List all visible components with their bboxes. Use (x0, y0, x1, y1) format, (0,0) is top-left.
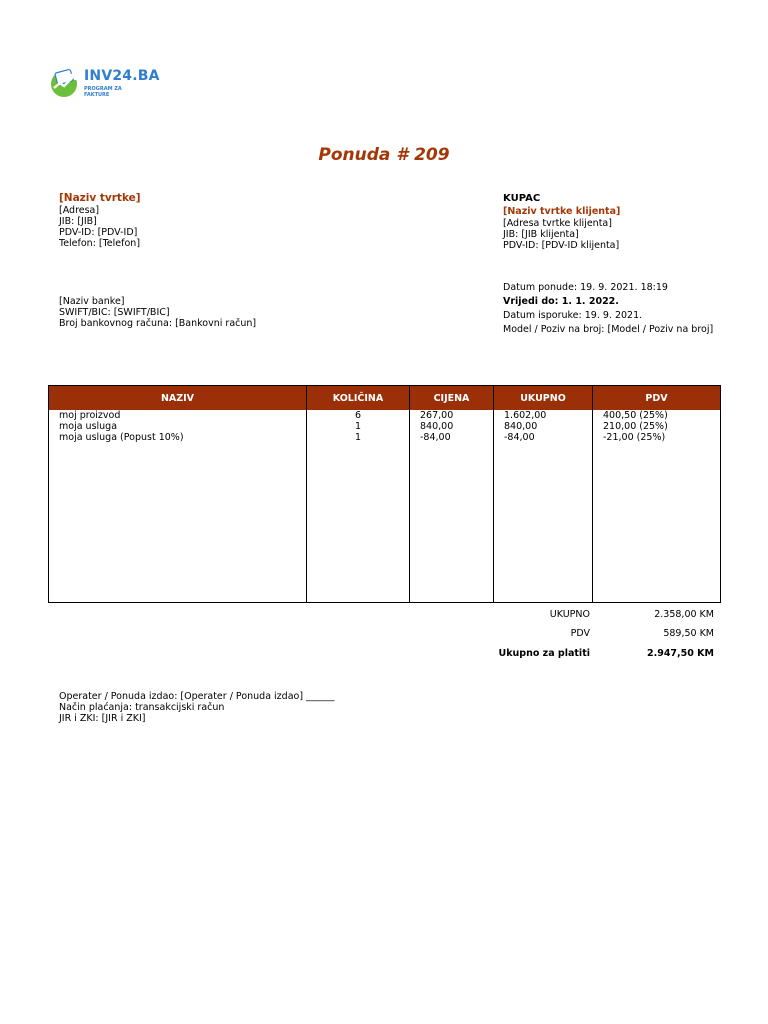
item-name: moj proizvod (59, 410, 121, 421)
item-price: -84,00 (420, 432, 451, 443)
seller-phone: Telefon: [Telefon] (59, 238, 141, 249)
names-cell (49, 410, 307, 603)
item-total: 840,00 (504, 421, 538, 432)
buyer-address: [Adresa tvrtke klijenta] (503, 218, 612, 229)
bank-swift: SWIFT/BIC: [SWIFT/BIC] (59, 307, 170, 318)
document-title: Ponuda # 209 (318, 145, 450, 165)
valid-until: Vrijedi do: 1. 1. 2022. (503, 296, 619, 307)
logo-subtitle: PROGRAM ZA FAKTURE (84, 86, 122, 98)
item-vat: 210,00 (25%) (603, 421, 668, 432)
logo-text: INV24.BA (84, 68, 160, 84)
items-table (48, 385, 721, 603)
payment-model: Model / Poziv na broj: [Model / Poziv na broj] (503, 324, 714, 335)
buyer-company: [Naziv tvrtke klijenta] (503, 206, 621, 217)
item-price: 267,00 (420, 410, 454, 421)
item-name: moja usluga (59, 421, 118, 432)
col-header-price: CIJENA (410, 386, 494, 411)
company-logo (48, 66, 160, 100)
subtotal-value: 2.358,00 KM (654, 609, 714, 620)
col-header-name: NAZIV (49, 386, 307, 411)
totals-block (486, 605, 716, 663)
offer-date: Datum ponude: 19. 9. 2021. 18:19 (503, 282, 668, 293)
logo-icon (48, 66, 82, 100)
bank-name: [Naziv banke] (59, 296, 125, 307)
item-vat: 400,50 (25%) (603, 410, 668, 421)
col-header-total: UKUPNO (494, 386, 593, 411)
item-vat: -21,00 (25%) (603, 432, 666, 443)
footer-block (59, 691, 335, 724)
seller-address: [Adresa] (59, 205, 100, 216)
buyer-block (503, 192, 620, 251)
operator-line: Operater / Ponuda izdao: [Operater / Ponuda izdao] ______ (59, 691, 335, 702)
item-quantity: 1 (354, 421, 362, 432)
item-total: -84,00 (504, 432, 535, 443)
grand-total-label: Ukupno za platiti (498, 648, 590, 659)
delivery-date: Datum isporuke: 19. 9. 2021. (503, 310, 643, 321)
grand-total-row (486, 644, 716, 663)
vat-row (486, 624, 716, 643)
subtotal-label: UKUPNO (549, 609, 590, 620)
seller-jib: JIB: [JIB] (59, 216, 97, 227)
vat-cell (593, 410, 721, 603)
item-name: moja usluga (Popust 10%) (59, 432, 184, 443)
jir-zki: JIR i ZKI: [JIR i ZKI] (59, 713, 146, 724)
seller-pdv-id: PDV-ID: [PDV-ID] (59, 227, 138, 238)
dates-block (503, 282, 713, 338)
item-quantity: 6 (354, 410, 362, 421)
bank-account: Broj bankovnog računa: [Bankovni račun] (59, 318, 257, 329)
buyer-jib: JIB: [JIB klijenta] (503, 229, 579, 240)
bank-block (59, 296, 256, 329)
col-header-vat: PDV (593, 386, 721, 411)
item-quantity: 1 (354, 432, 362, 443)
subtotal-row (486, 605, 716, 624)
item-total: 1.602,00 (504, 410, 547, 421)
vat-label: PDV (570, 628, 590, 639)
grand-total-value: 2.947,50 KM (646, 648, 714, 659)
table-body (49, 410, 721, 603)
quantity-cell (307, 410, 410, 603)
buyer-pdv-id: PDV-ID: [PDV-ID klijenta] (503, 240, 620, 251)
item-price: 840,00 (420, 421, 454, 432)
total-cell (494, 410, 593, 603)
col-header-quantity: KOLIČINA (307, 386, 410, 411)
seller-company: [Naziv tvrtke] (59, 192, 141, 204)
vat-value: 589,50 KM (663, 628, 714, 639)
payment-method: Način plaćanja: transakcijski račun (59, 702, 225, 713)
table-header-row (49, 386, 721, 411)
price-cell (410, 410, 494, 603)
seller-block (59, 192, 141, 249)
buyer-heading: KUPAC (503, 193, 541, 204)
